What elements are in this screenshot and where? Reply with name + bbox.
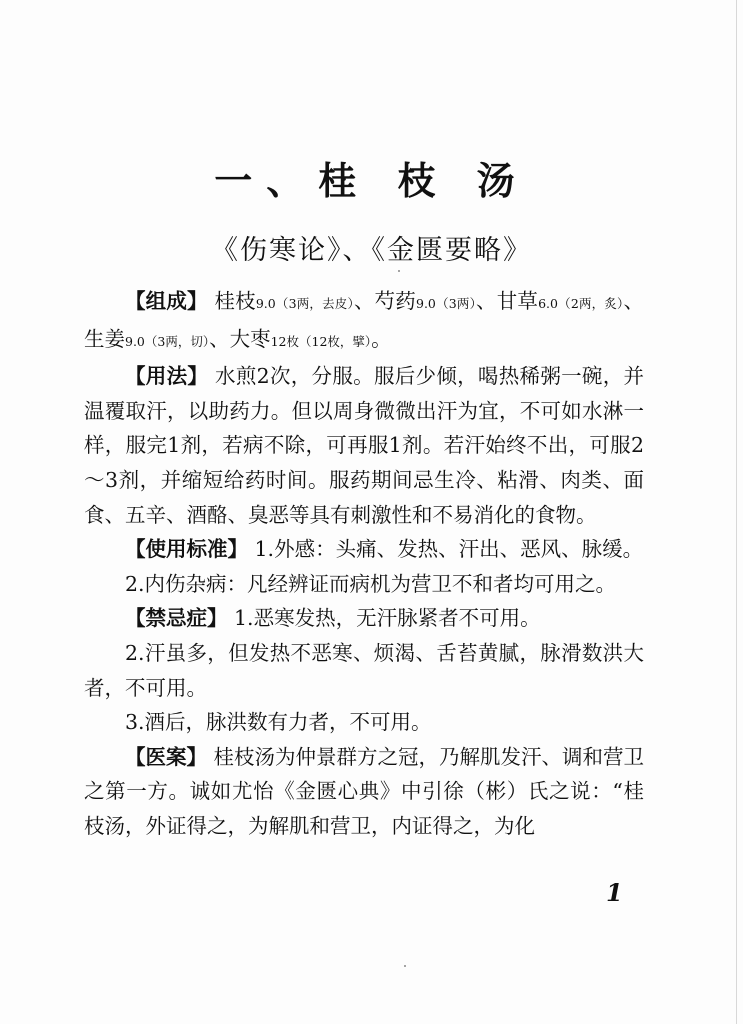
herb-name: 桂枝 bbox=[214, 289, 256, 313]
criteria-item-1: 1.外感：头痛、发热、汗出、恶风、脉缓。 bbox=[248, 537, 644, 562]
criteria-item-2: 2.内伤杂病：凡经辨证而病机为营卫不和者均可用之。 bbox=[125, 571, 617, 596]
herb-name: 、芍药 bbox=[353, 289, 416, 313]
usage-label: 【用法】 bbox=[125, 364, 209, 389]
herb-name: 。 bbox=[371, 326, 392, 351]
contra-item-3: 3.酒后，脉洪数有力者，不可用。 bbox=[125, 710, 432, 735]
dosage-note: 9.0（3两） bbox=[416, 296, 477, 311]
case-text: 桂枝汤为仲景群方之冠，乃解肌发汗、调和营卫之第一方。诚如尤怡《金匮心典》中引徐（彬）氏之说：“桂枝汤，外证得之，为解肌和营卫，内证得之，为化 bbox=[84, 744, 645, 838]
usage-text: 水煎2次，分服。服后少倾，喝热稀粥一碗，并温覆取汗，以助药力。但以周身微微出汗为宜，不可如水淋一样，服完1剂，若病不除，可再服1剂。若汗始终不出，可服2～3剂，并缩短给药时间。服药期间忌生冷、粘滑、肉类、面食、五辛、酒酪、臭恶等具有刺激性和不易消化的食物。 bbox=[84, 364, 645, 527]
composition-paragraph bbox=[84, 284, 644, 359]
contra-item-2: 2.汗虽多，但发热不恶寒、烦渴、舌苔黄腻，脉滑数洪大者，不可用。 bbox=[84, 640, 644, 700]
criteria-label: 【使用标准】 bbox=[125, 537, 248, 562]
body-text bbox=[84, 284, 644, 844]
herb-name: 、大枣 bbox=[209, 326, 271, 351]
case-label: 【医案】 bbox=[125, 744, 207, 769]
usage-paragraph bbox=[84, 359, 644, 532]
dosage-note: 6.0（2两，炙） bbox=[538, 296, 624, 311]
dosage-note: 12枚（12枚，擘） bbox=[270, 333, 372, 349]
criteria-paragraph bbox=[84, 532, 644, 567]
case-paragraph bbox=[84, 740, 644, 844]
herb-name: 、甘草 bbox=[476, 289, 539, 313]
scan-speck bbox=[404, 965, 406, 967]
contra-item-1: 1.恶寒发热，无汗脉紧者不可用。 bbox=[227, 606, 541, 631]
page-number: 1 bbox=[606, 878, 623, 907]
scan-speck bbox=[398, 270, 400, 272]
composition-label: 【组成】 bbox=[125, 289, 208, 313]
source-subtitle: 《伤寒论》、《金匮要略》 bbox=[211, 235, 532, 266]
page-title: 一、桂 枝 汤 bbox=[214, 159, 529, 203]
herb-name: 、生姜 bbox=[84, 289, 644, 351]
dosage-note: 9.0（3两，去皮） bbox=[255, 296, 354, 311]
dosage-note: 9.0（3两，切） bbox=[125, 333, 210, 349]
contra-label: 【禁忌症】 bbox=[125, 606, 228, 631]
contra-paragraph bbox=[84, 601, 644, 636]
